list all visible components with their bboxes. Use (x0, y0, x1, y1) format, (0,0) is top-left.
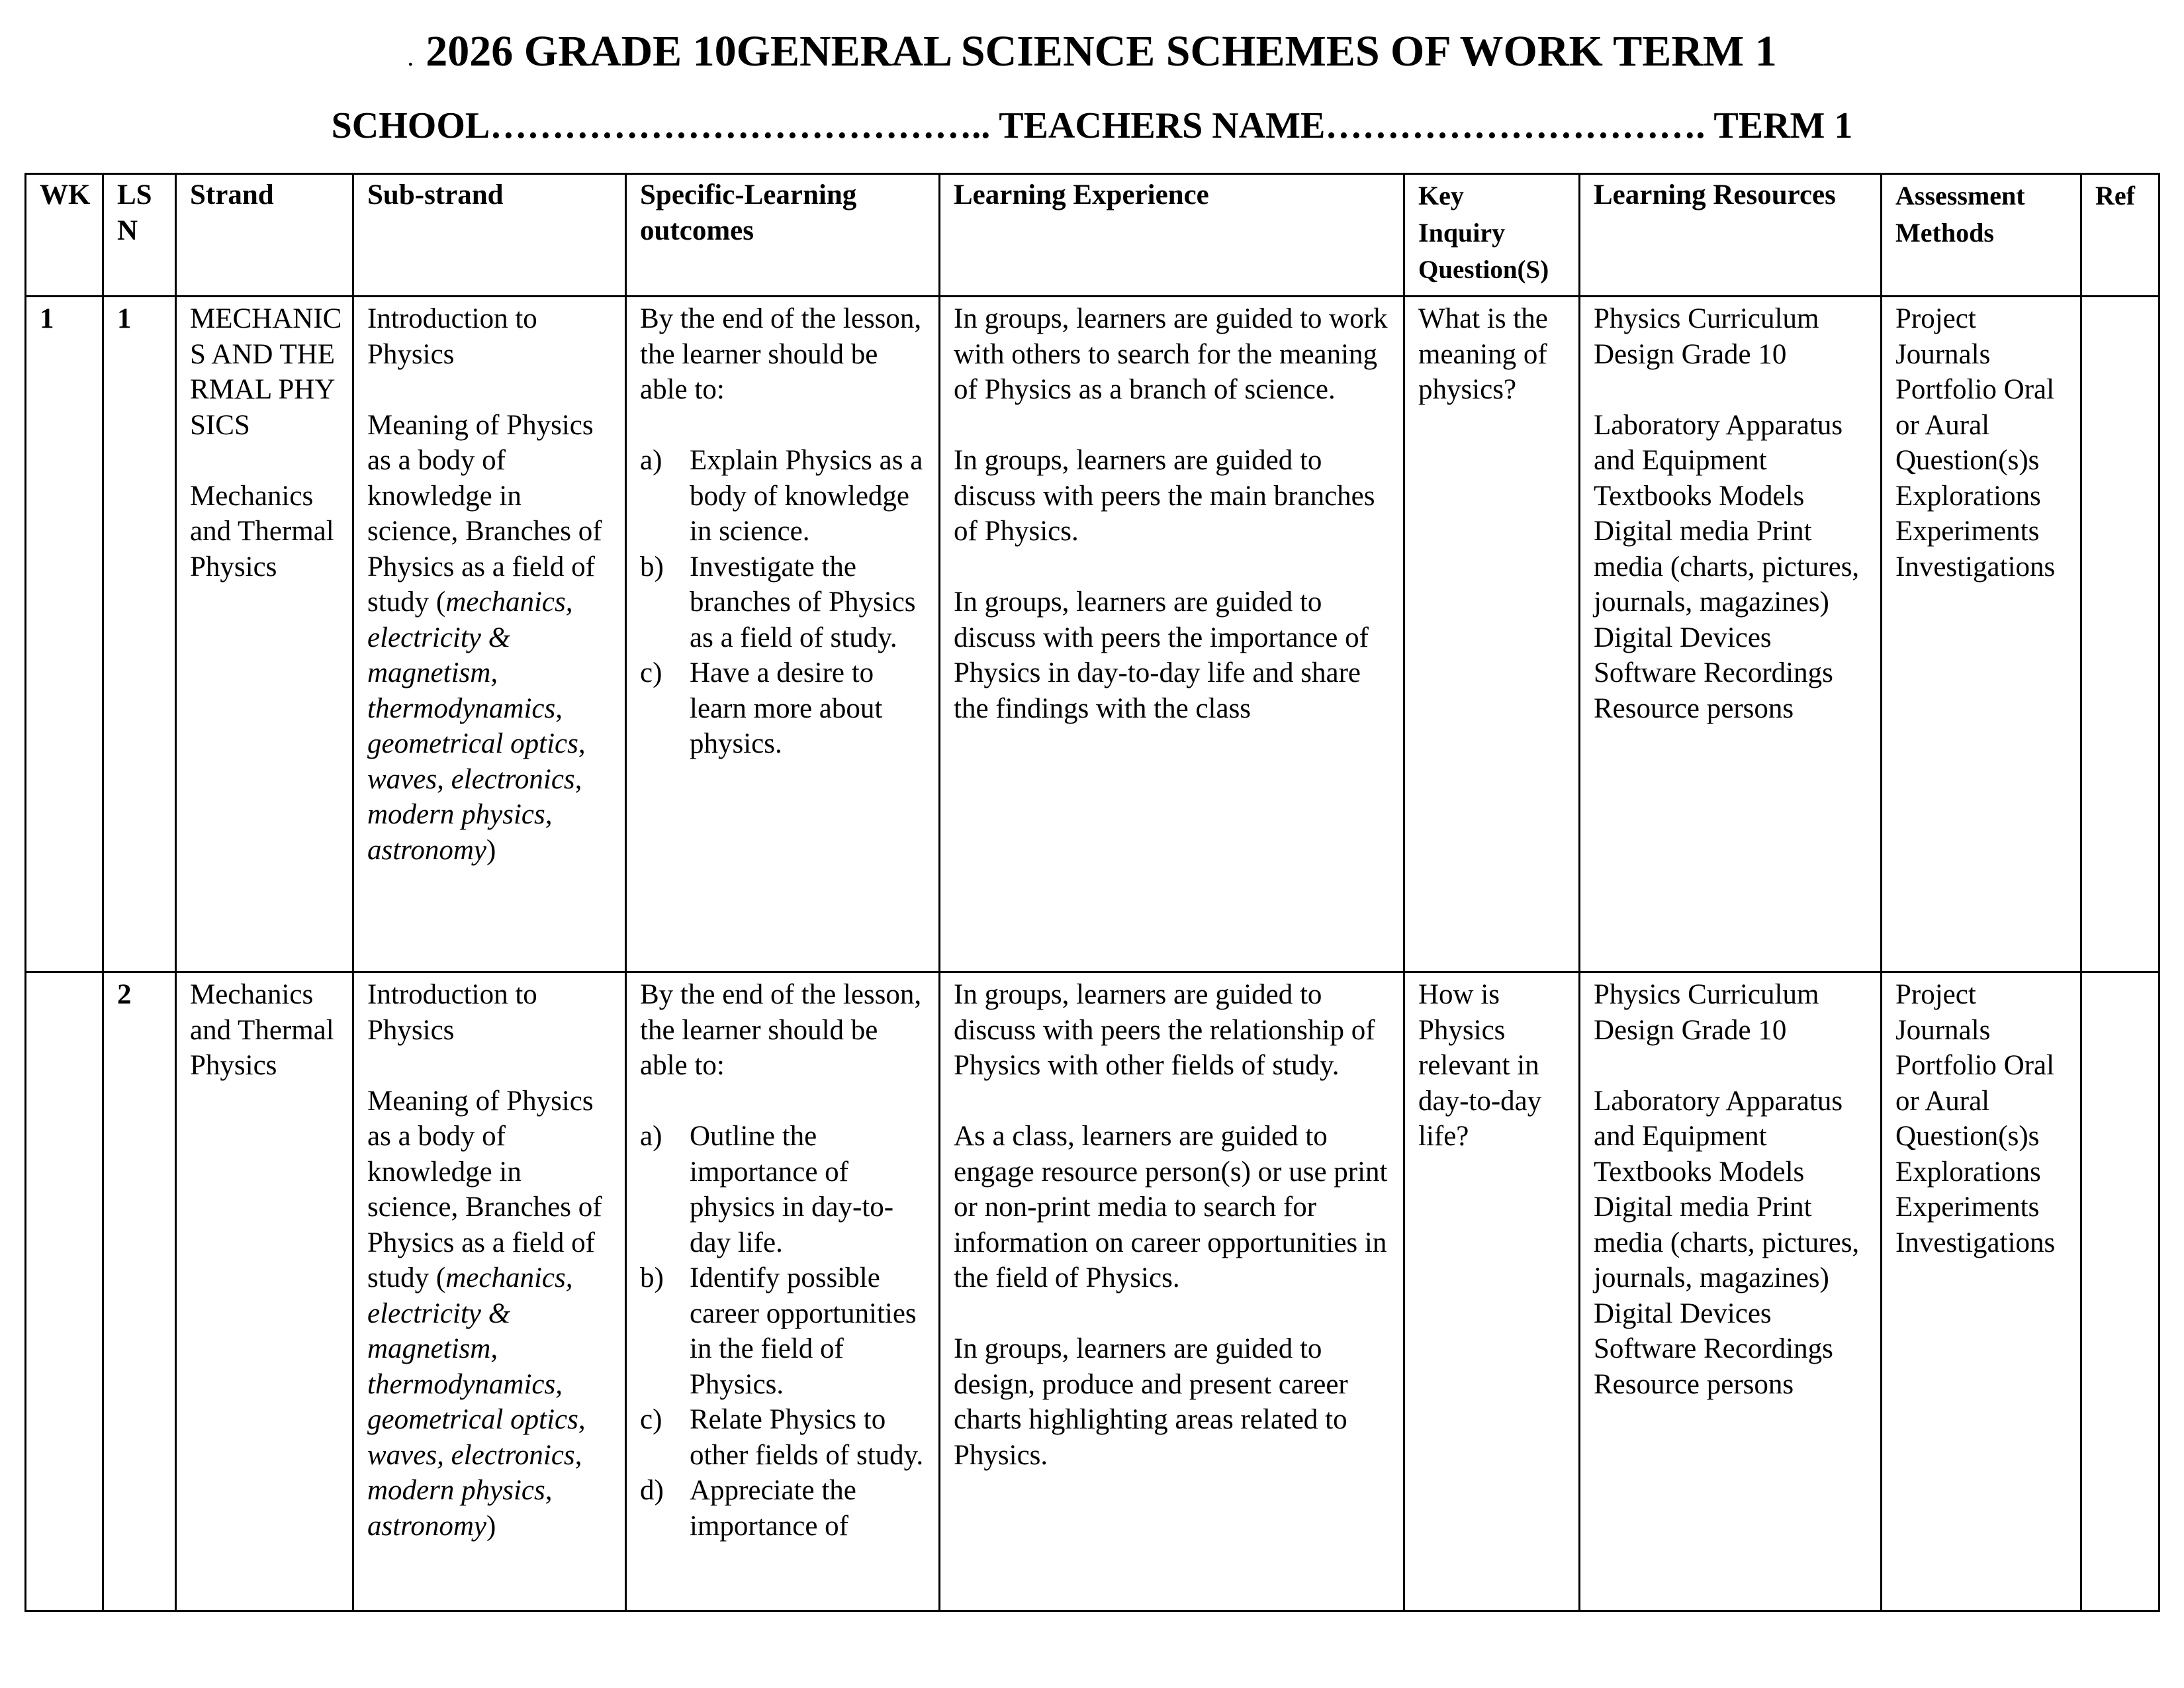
list-item: b) Identify possible career opportunities in the field of Physics. (640, 1262, 917, 1400)
document-subtitle: SCHOOL………………………………….. TEACHERS NAME…………………………. TERM 1 (331, 105, 1853, 146)
title-text: 2026 GRADE 10GENERAL SCIENCE SCHEMES OF WORK TERM 1 (426, 27, 1777, 75)
col-wk: WK (26, 174, 103, 297)
cell-wk (26, 972, 103, 1611)
cell-strand (176, 297, 353, 972)
table-row (26, 972, 2160, 1611)
experience-item: In groups, learners are guided to discuss with peers the relationship of Physics with other fields of study. (954, 979, 1375, 1081)
col-strand: Strand (176, 174, 353, 297)
substrand-title: Introduction to Physics (367, 303, 537, 370)
col-key-inquiry-question (1404, 174, 1580, 297)
kiq-line-1: Key (1418, 181, 1464, 211)
slo-intro: By the end of the lesson, the learner should be able to: (640, 303, 922, 405)
substrand-body: Meaning of Physics as a body of knowledge in science, Branches of Physics as a field of study (mechanics, electricity & magnetism, thermodynamics, geometrical optics, waves, electronics, modern physics, astronomy) (367, 409, 602, 866)
experience-item: As a class, learners are guided to engage resource person(s) or use print or non-print media to search for information on career opportunities in the field of Physics. (954, 1121, 1388, 1293)
experience-item: In groups, learners are guided to design, produce and present career charts highlighting areas related to Physics. (954, 1333, 1348, 1471)
cell-experience (940, 297, 1404, 972)
cell-slo (626, 297, 940, 972)
col-resources: Learning Resources (1580, 174, 1882, 297)
cell-experience (940, 972, 1404, 1611)
outcome-list (640, 443, 931, 762)
header-row (26, 174, 2160, 297)
cell-kiq: What is the meaning of physics? (1404, 297, 1580, 972)
substrand-title: Introduction to Physics (367, 979, 537, 1046)
cell-substrand (353, 297, 626, 972)
list-item: c) Relate Physics to other fields of study. (640, 1404, 924, 1471)
cell-resources (1580, 972, 1882, 1611)
cell-strand (176, 972, 353, 1611)
strand-main: MECHANICS AND THERMAL PHYSICS (190, 303, 342, 441)
resources-a: Physics Curriculum Design Grade 10 (1594, 979, 1819, 1046)
cell-kiq: How is Physics relevant in day-to-day life? (1404, 972, 1580, 1611)
resources-b: Laboratory Apparatus and Equipment Textbooks Models Digital media Print media (charts, pictures, journals, magazines) Digital Devices Software Recordings Resource persons (1594, 409, 1860, 724)
col-ref: Ref (2081, 174, 2160, 297)
col-lsn: LSN (103, 174, 176, 297)
list-item: b) Investigate the branches of Physics as a field of study. (640, 551, 916, 653)
cell-assessment: Project Journals Portfolio Oral or Aural Question(s)s Explorations Experiments Investigations (1882, 972, 2081, 1611)
cell-lsn: 1 (103, 297, 176, 972)
document-title (0, 25, 2184, 83)
slo-intro: By the end of the lesson, the learner should be able to: (640, 979, 922, 1081)
resources-a: Physics Curriculum Design Grade 10 (1594, 303, 1819, 370)
cell-ref (2081, 972, 2160, 1611)
cell-slo (626, 972, 940, 1611)
title-dot: . (407, 42, 414, 71)
table-row (26, 297, 2160, 972)
strand-main: Mechanics and Thermal Physics (190, 979, 334, 1081)
cell-wk: 1 (26, 297, 103, 972)
list-item: a) Outline the importance of physics in day-to-day life. (640, 1121, 894, 1258)
resources-b: Laboratory Apparatus and Equipment Textbooks Models Digital media Print media (charts, pictures, journals, magazines) Digital Devices Software Recordings Resource persons (1594, 1085, 1860, 1400)
experience-item: In groups, learners are guided to work with others to search for the meaning of Physics as a branch of science. (954, 303, 1388, 405)
experience-item: In groups, learners are guided to discuss with peers the importance of Physics in day-to-day life and share the findings with the class (954, 586, 1369, 724)
substrand-body: Meaning of Physics as a body of knowledge in science, Branches of Physics as a field of study (mechanics, electricity & magnetism, thermodynamics, geometrical optics, waves, electronics, modern physics, astronomy) (367, 1085, 602, 1542)
outcome-list (640, 1119, 931, 1544)
list-item: c) Have a desire to learn more about physics. (640, 657, 883, 759)
cell-ref (2081, 297, 2160, 972)
cell-substrand (353, 972, 626, 1611)
cell-lsn: 2 (103, 972, 176, 1611)
col-assessment: Assessment Methods (1882, 174, 2081, 297)
col-slo: Specific-Learning outcomes (626, 174, 940, 297)
schemes-table (24, 173, 2160, 1612)
strand-sub: Mechanics and Thermal Physics (190, 480, 334, 583)
experience-item: In groups, learners are guided to discuss with peers the main branches of Physics. (954, 445, 1375, 547)
col-substrand: Sub-strand (353, 174, 626, 297)
list-item: a) Explain Physics as a body of knowledge in science. (640, 445, 923, 547)
list-item: d) Appreciate the importance of (640, 1475, 856, 1542)
cell-resources (1580, 297, 1882, 972)
col-experience: Learning Experience (940, 174, 1404, 297)
kiq-line-3: Question(S) (1418, 256, 1549, 284)
cell-assessment: Project Journals Portfolio Oral or Aural Question(s)s Explorations Experiments Investigations (1882, 297, 2081, 972)
kiq-line-2: Inquiry (1418, 218, 1506, 248)
